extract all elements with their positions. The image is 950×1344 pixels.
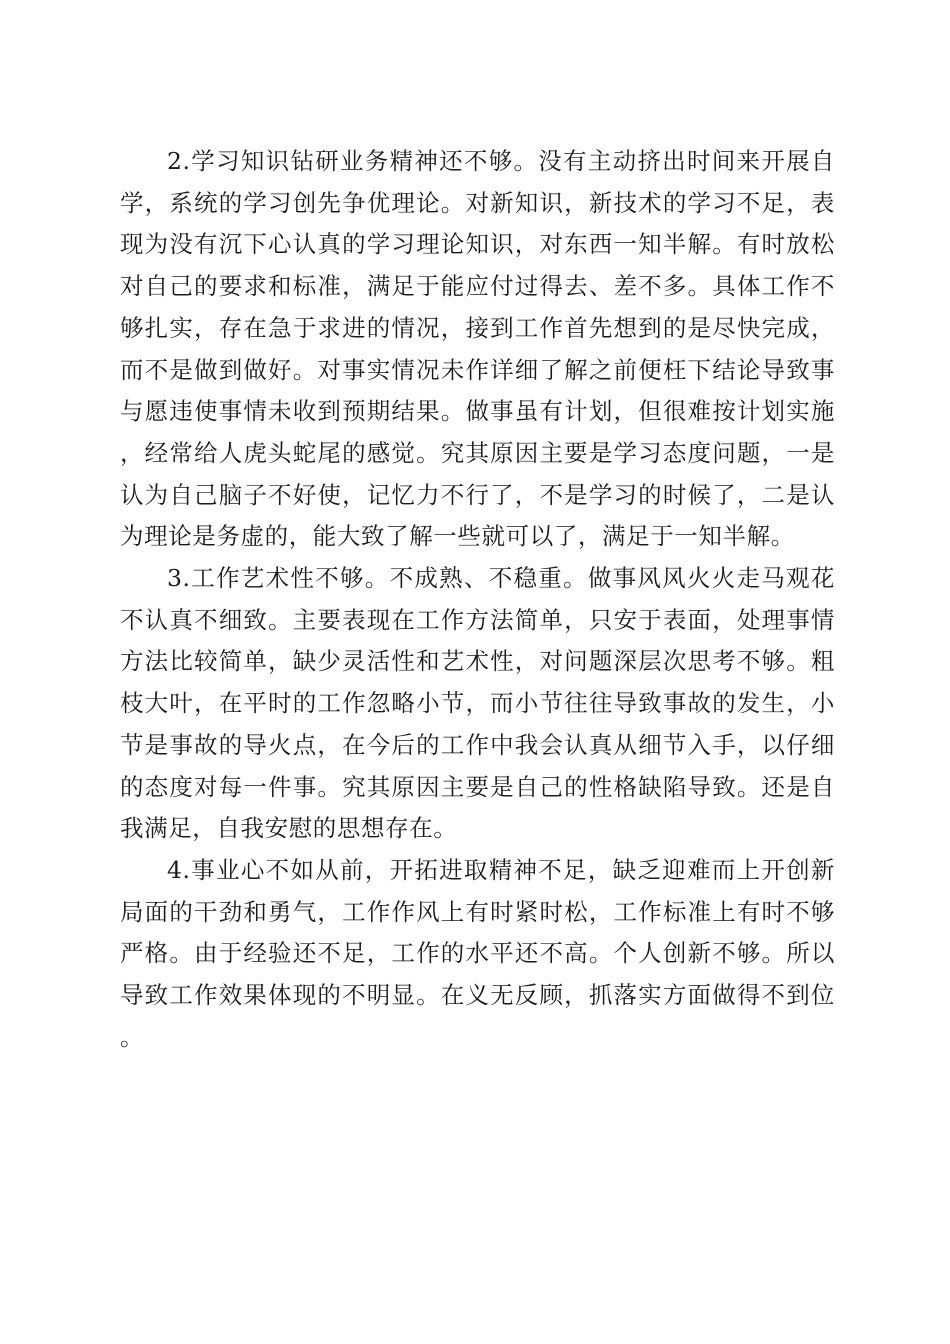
paragraph-item-4: 4.事业心不如从前，开拓进取精神不足，缺乏迎难而上开创新局面的干劲和勇气，工作作风上有时紧时松，工作标准上有时不够严格。由于经验还不足，工作的水平还不高。个人创新不够。所以导致工作效果体现的不明显。在义无反顾，抓落实方面做得不到位。 — [120, 855, 835, 1051]
paragraph-item-2: 2.学习知识钻研业务精神还不够。没有主动挤出时间来开展自学，系统的学习创先争优理论。对新知识，新技术的学习不足，表现为没有沉下心认真的学习理论知识，对东西一知半解。有时放松对自己的要求和标准，满足于能应付过得去、差不多。具体工作不够扎实，存在急于求进的情况，接到工作首先想到的是尽快完成，而不是做到做好。对事实情况未作详细了解之前便枉下结论导致事与愿违使事情未收到预期结果。做事虽有计划，但很难按计划实施，经常给人虎头蛇尾的感觉。究其原因主要是学习态度问题，一是认为自己脑子不好使，记忆力不行了，不是学习的时候了，二是认为理论是务虚的，能大致了解一些就可以了，满足于一知半解。 — [120, 147, 835, 551]
document-body — [120, 141, 835, 1058]
paragraph-item-3: 3.工作艺术性不够。不成熟、不稳重。做事风风火火走马观花不认真不细致。主要表现在工作方法简单，只安于表面，处理事情方法比较简单，缺少灵活性和艺术性，对问题深层次思考不够。粗枝大叶，在平时的工作忽略小节，而小节往往导致事故的发生，小节是事故的导火点，在今后的工作中我会认真从细节入手，以仔细的态度对每一件事。究其原因主要是自己的性格缺陷导致。还是自我满足，自我安慰的思想存在。 — [120, 564, 835, 843]
